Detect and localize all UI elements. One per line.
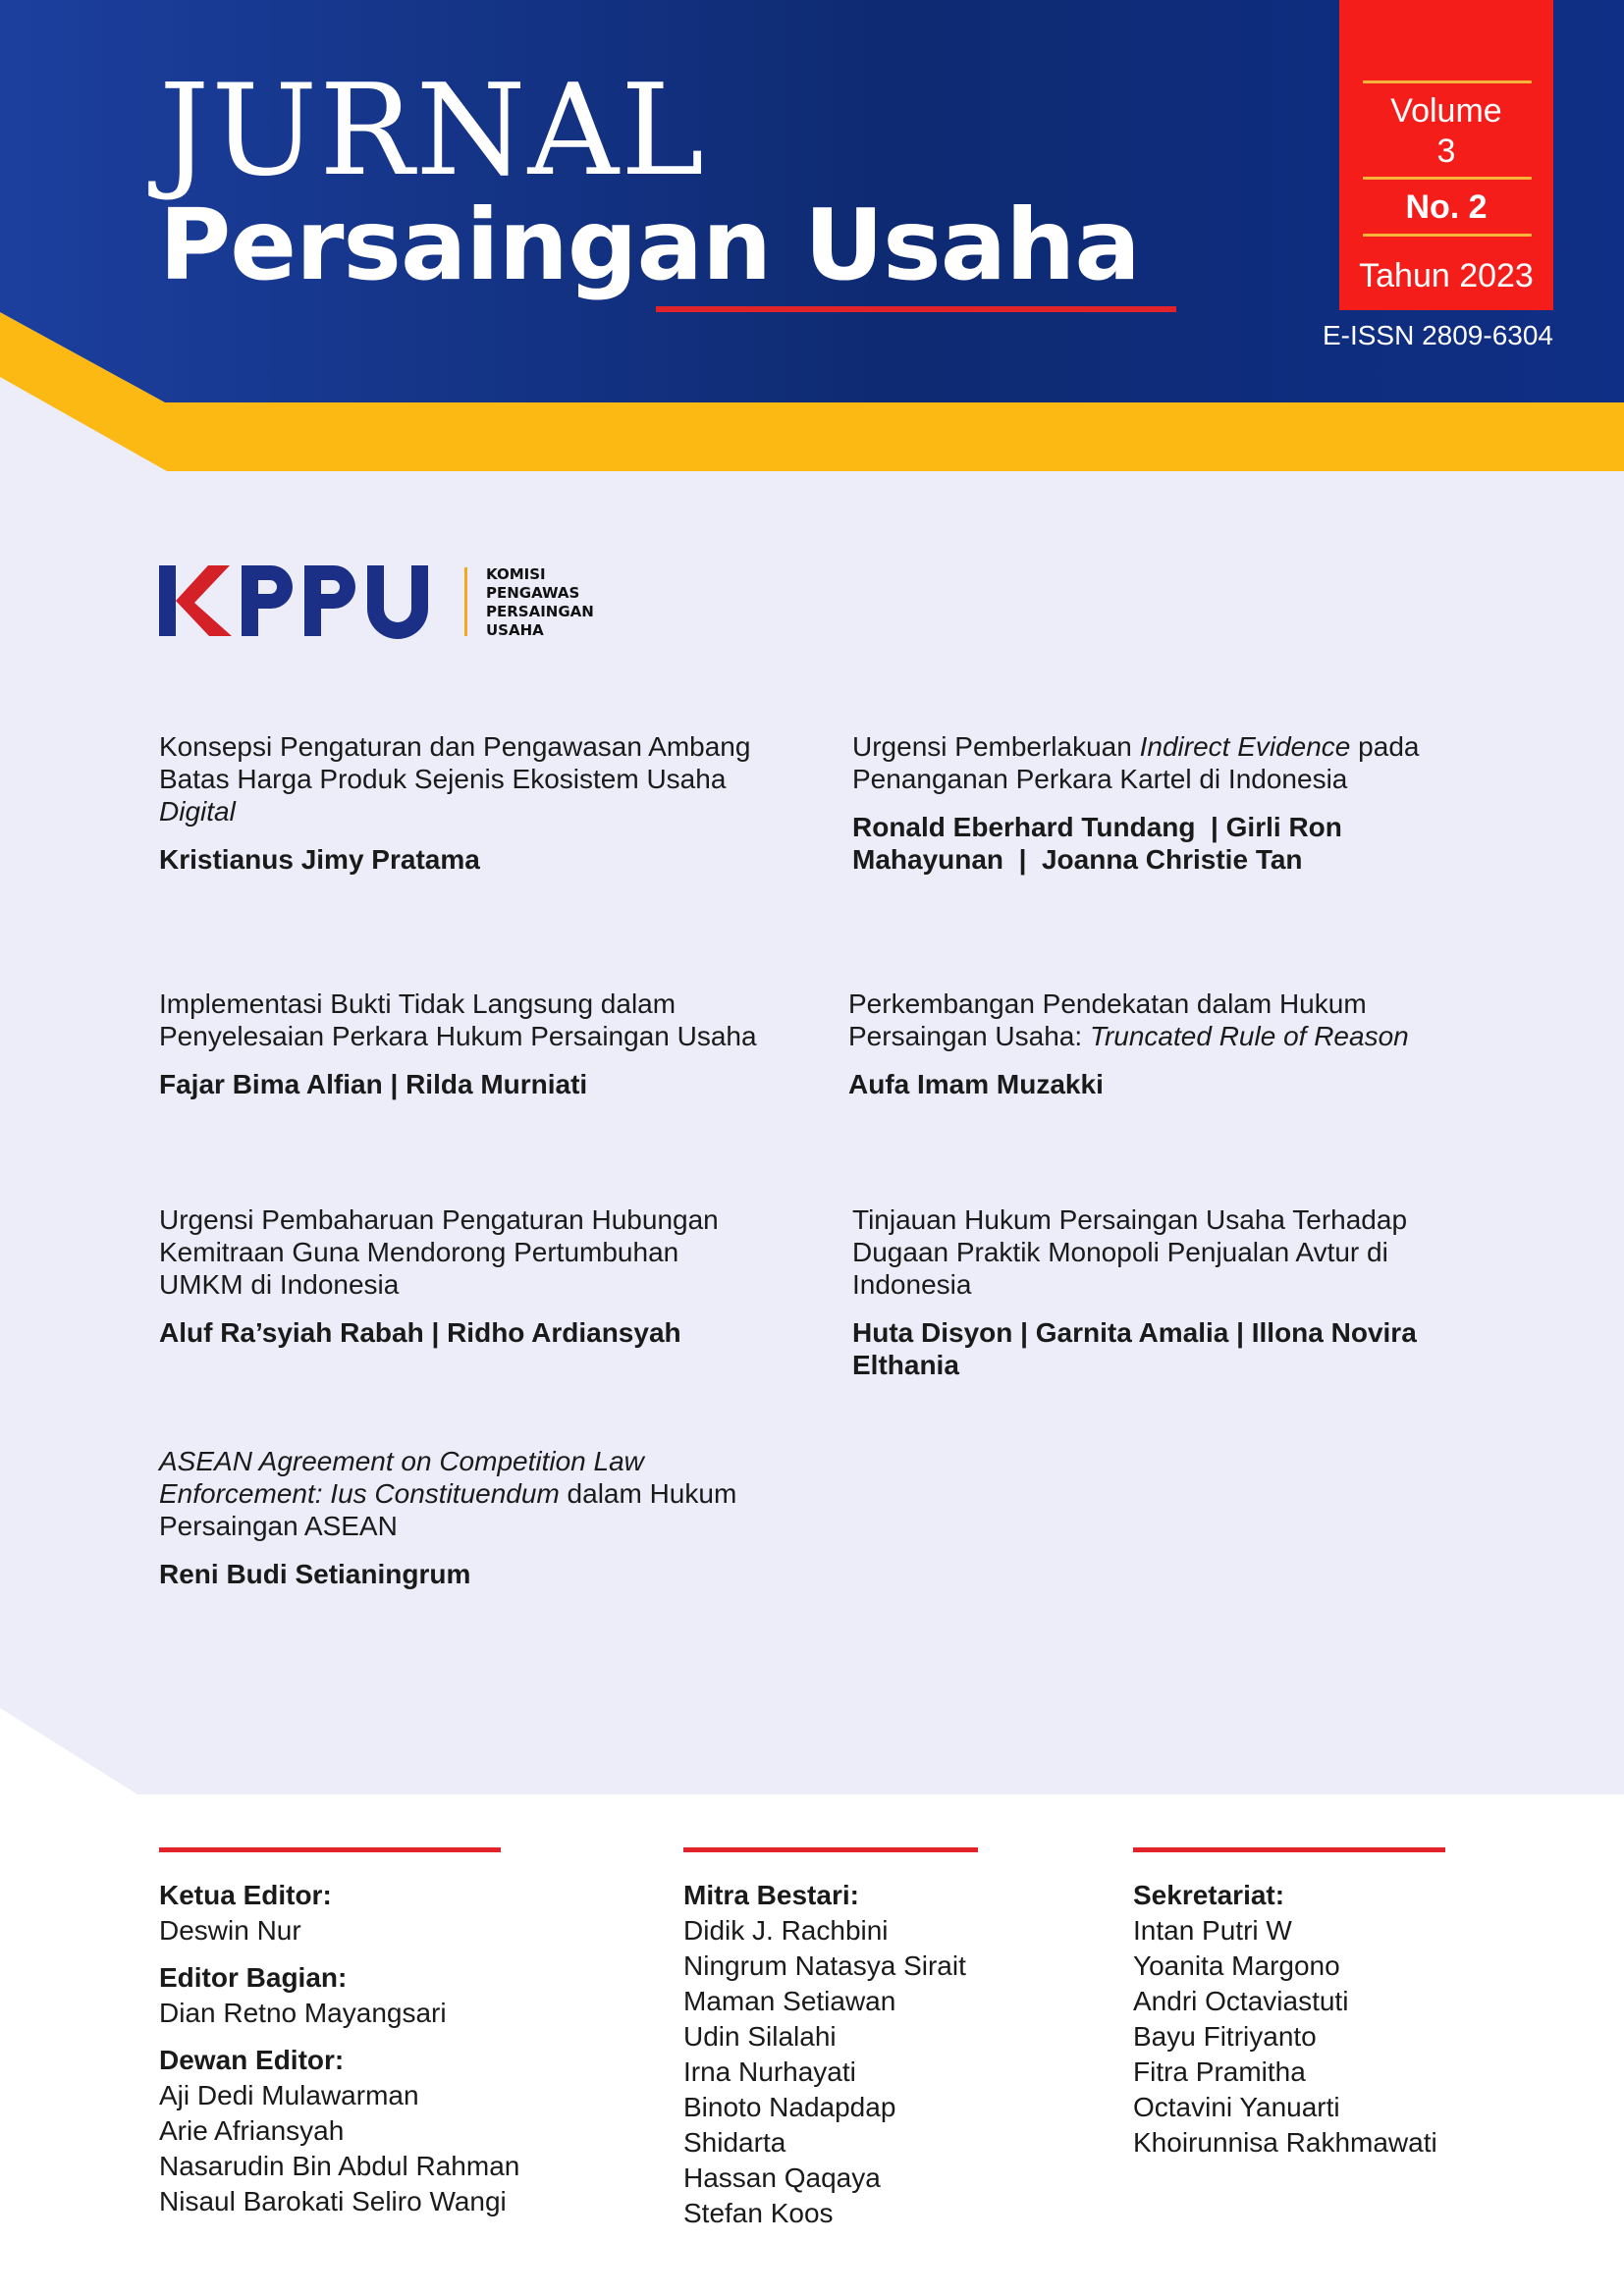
- article-title: ASEAN Agreement on Competition Law Enforcement: Ius Constituendum dalam Hukum Persaingan ASEAN: [159, 1446, 737, 1541]
- partner-name: Stefan Koos: [683, 2198, 834, 2228]
- article-authors: Reni Budi Setianingrum: [159, 1559, 471, 1589]
- secretariat-name: Yoanita Margono: [1133, 1950, 1340, 1981]
- logo-line-3: PERSAINGAN: [486, 603, 594, 620]
- partner-name: Maman Setiawan: [683, 1986, 896, 2016]
- volume-rule-middle: [1363, 177, 1532, 180]
- volume-rule-top: [1363, 80, 1532, 83]
- article-title: Implementasi Bukti Tidak Langsung dalam Penyelesaian Perkara Hukum Persaingan Usaha: [159, 988, 757, 1051]
- secretariat-name: Octavini Yanuarti: [1133, 2092, 1340, 2122]
- partner-name: Binoto Nadapdap: [683, 2092, 896, 2122]
- board-member: Arie Afriansyah: [159, 2115, 345, 2146]
- kppu-wordmark: [159, 561, 454, 640]
- partner-name: Udin Silalahi: [683, 2021, 837, 2052]
- board-member: Aji Dedi Mulawarman: [159, 2080, 419, 2110]
- journal-name: Persaingan Usaha: [159, 187, 1140, 302]
- section-editor-name: Dian Retno Mayangsari: [159, 1998, 447, 2028]
- article-1: [159, 730, 758, 876]
- issn: E-ISSN 2809-6304: [1322, 320, 1553, 350]
- article-title: Perkembangan Pendekatan dalam Hukum Persaingan Usaha: Truncated Rule of Reason: [848, 988, 1409, 1051]
- editors-rule: [159, 1847, 501, 1852]
- volume-rule-bottom: [1363, 234, 1532, 237]
- article-6: [852, 1203, 1441, 1381]
- secretariat-rule: [1133, 1847, 1445, 1852]
- secretariat-heading: Sekretariat:: [1133, 1880, 1285, 1910]
- secretariat-name: Bayu Fitriyanto: [1133, 2021, 1317, 2052]
- partners-heading: Mitra Bestari:: [683, 1880, 859, 1910]
- chief-editor-heading: Ketua Editor:: [159, 1880, 332, 1910]
- secretariat-name: Andri Octaviastuti: [1133, 1986, 1349, 2016]
- logo-line-2: PENGAWAS: [486, 584, 580, 602]
- partner-name: Ningrum Natasya Sirait: [683, 1950, 966, 1981]
- issue-number: No. 2: [1405, 188, 1488, 226]
- article-title: Tinjauan Hukum Persaingan Usaha Terhadap Dugaan Praktik Monopoli Penjualan Avtur di Indonesia: [852, 1204, 1408, 1300]
- logo-divider: [464, 567, 467, 636]
- secretariat-column: [1133, 1847, 1445, 2161]
- partner-name: Hassan Qaqaya: [683, 2163, 881, 2193]
- section-editor-heading: Editor Bagian:: [159, 1962, 348, 1993]
- article-title: Urgensi Pembaharuan Pengaturan Hubungan Kemitraan Guna Mendorong Pertumbuhan UMKM di Indonesia: [159, 1204, 719, 1300]
- board-member: Nasarudin Bin Abdul Rahman: [159, 2151, 520, 2181]
- partner-name: Irna Nurhayati: [683, 2056, 856, 2087]
- article-title: Urgensi Pemberlakuan Indirect Evidence pada Penanganan Perkara Kartel di Indonesia: [852, 731, 1420, 794]
- board-member: Nisaul Barokati Seliro Wangi: [159, 2186, 507, 2216]
- article-4: [848, 988, 1496, 1100]
- editors-column: [159, 1847, 519, 2219]
- partners-rule: [683, 1847, 978, 1852]
- volume-box: [1339, 0, 1553, 310]
- article-7: [159, 1445, 758, 1590]
- article-authors: Ronald Eberhard Tundang | Girli Ron Mahayunan | Joanna Christie Tan: [852, 812, 1350, 875]
- article-3: [159, 988, 758, 1100]
- logo-organization-name: [486, 565, 594, 640]
- article-authors: Huta Disyon | Garnita Amalia | Illona Novira Elthania: [852, 1317, 1417, 1380]
- article-authors: Aluf Ra’syiah Rabah | Ridho Ardiansyah: [159, 1317, 681, 1348]
- article-authors: Kristianus Jimy Pratama: [159, 844, 480, 875]
- article-2: [852, 730, 1441, 876]
- logo-line-4: USAHA: [486, 621, 544, 639]
- secretariat-name: Khoirunnisa Rakhmawati: [1133, 2127, 1437, 2158]
- partners-column: [683, 1847, 978, 2231]
- secretariat-name: Intan Putri W: [1133, 1915, 1292, 1946]
- article-5: [159, 1203, 758, 1349]
- article-authors: Fajar Bima Alfian | Rilda Murniati: [159, 1069, 588, 1099]
- partner-name: Didik J. Rachbini: [683, 1915, 889, 1946]
- journal-word: JURNAL: [159, 58, 706, 204]
- article-authors: Aufa Imam Muzakki: [848, 1069, 1104, 1099]
- volume-number: 3: [1436, 133, 1456, 170]
- secretariat-name: Fitra Pramitha: [1133, 2056, 1306, 2087]
- chief-editor-name: Deswin Nur: [159, 1915, 301, 1946]
- logo-line-1: KOMISI: [486, 565, 546, 583]
- volume-label: Volume: [1390, 92, 1502, 130]
- title-underline: [656, 306, 1176, 312]
- partner-name: Shidarta: [683, 2127, 786, 2158]
- board-heading: Dewan Editor:: [159, 2045, 345, 2075]
- article-title: Konsepsi Pengaturan dan Pengawasan Ambang Batas Harga Produk Sejenis Ekosistem Usaha Digital: [159, 731, 751, 827]
- issue-year: Tahun 2023: [1359, 257, 1534, 294]
